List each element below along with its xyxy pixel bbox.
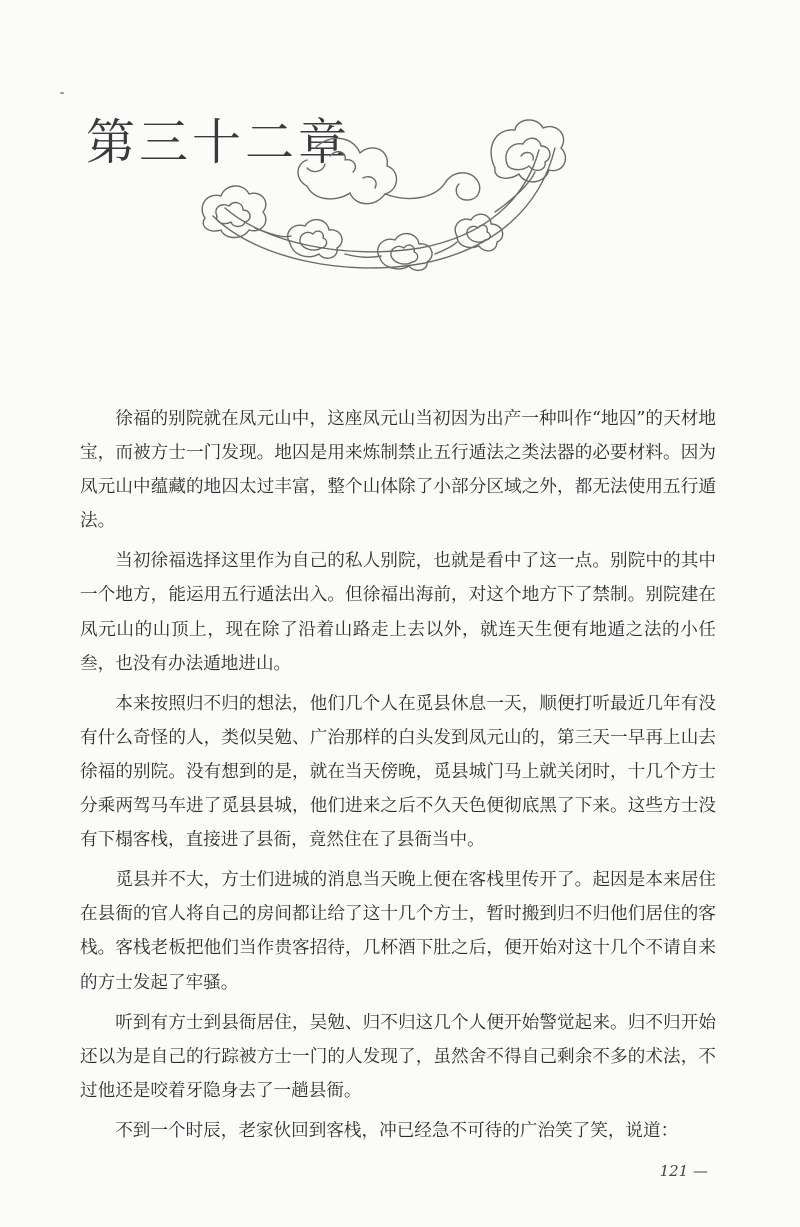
paragraph: 本来按照归不归的想法，他们几个人在觅县休息一天，顺便打听最近几年有没有什么奇怪的人，类似吴勉、广治那样的白头发到凤元山的，第三天一早再上山去徐福的别院。没有想到的是，就在当天傍晚，觅县城门马上就关闭时，十几个方士分乘两驾马车进了觅县县城，他们进来之后不久天色便彻底黑了下来。这些方士没有下榻客栈，直接进了县衙，竟然住在了县衙当中。 xyxy=(80,693,716,851)
chapter-title: 第三十二章 xyxy=(86,114,352,171)
paragraph: 听到有方士到县衙居住，吴勉、归不归这几个人便开始警觉起来。归不归开始还以为是自己的行踪被方士一门的人发现了，虽然舍不得自己剩余不多的术法，不过他还是咬着牙隐身去了一趟县衙。 xyxy=(80,1012,716,1101)
paragraph: 觅县并不大，方士们进城的消息当天晚上便在客栈里传开了。起因是本来居住在县衙的官人将自己的房间都让给了这十几个方士，暂时搬到归不归他们居住的客栈。客栈老板把他们当作贵客招待，几杯酒下肚之后，便开始对这十几个不请自来的方士发起了牢骚。 xyxy=(80,870,716,993)
paragraph: 当初徐福选择这里作为自己的私人别院，也就是看中了这一点。别院中的其中一个地方，能运用五行遁法出入。但徐福出海前，对这个地方下了禁制。别院建在凤元山的山顶上，现在除了沿着山路走上去以外，就连天生便有地遁之法的小任叁，也没有办法遁地进山。 xyxy=(80,551,716,674)
paragraph: 徐福的别院就在凤元山中，这座凤元山当初因为出产一种叫作“地囚”的天材地宝，而被方士一门发现。地囚是用来炼制禁止五行遁法之类法器的必要材料。因为凤元山中蕴藏的地囚太过丰富，整个山体除了小部分区域之外，都无法使用五行遁法。 xyxy=(80,409,716,532)
chapter-body xyxy=(80,402,716,1154)
scan-speck xyxy=(60,92,64,94)
cloud-dragon-ornament-icon xyxy=(195,108,570,273)
paragraph: 不到一个时辰，老家伙回到客栈，冲已经急不可待的广治笑了笑，说道： xyxy=(115,1120,679,1141)
page-number: 121 — xyxy=(659,1162,708,1180)
